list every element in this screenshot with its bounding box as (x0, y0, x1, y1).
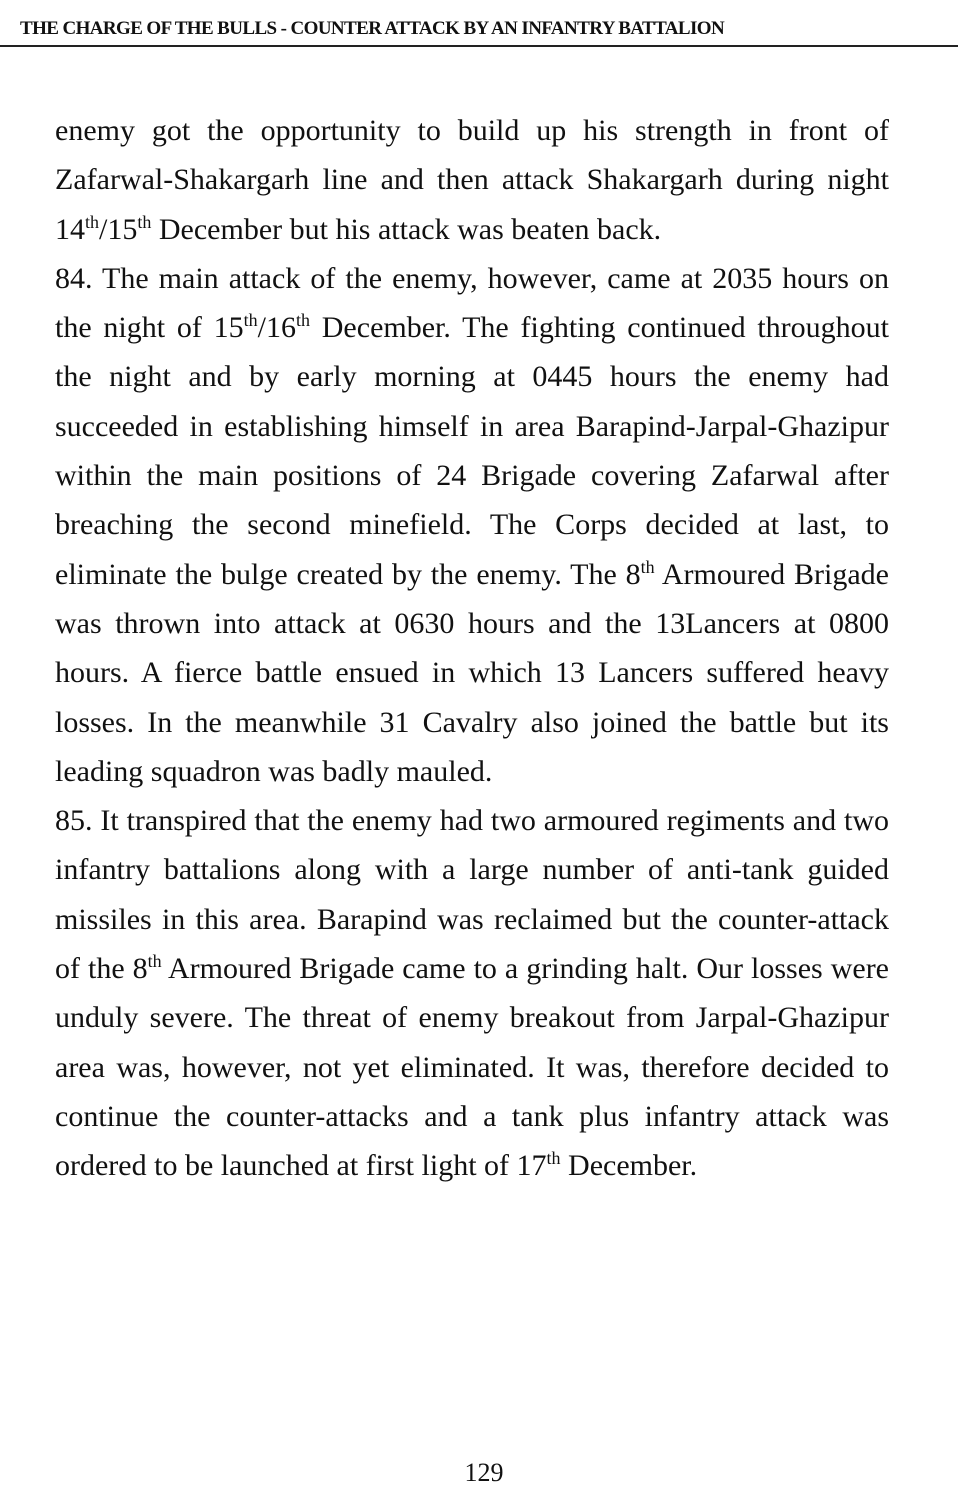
text-segment: 84. The main attack of the enemy, however, came at 2035 hours on the night of 15 (55, 261, 889, 345)
ordinal-suffix: th (85, 211, 100, 232)
header-rule (0, 45, 958, 47)
paragraph-84 (55, 254, 889, 796)
text-segment: Armoured Brigade was thrown into attack at 0630 hours and the 13Lancers at 0800 hours. A fierce battle ensued in which 13 Lancers suffered heavy losses. In the meanwhile 31 Cavalry also joined the battle but its leading squadron was badly mauled. (55, 557, 889, 788)
text-segment: December. (560, 1149, 698, 1183)
running-header-title: THE CHARGE OF THE BULLS - COUNTER ATTACK BY AN INFANTRY BATTALION (20, 18, 725, 39)
ordinal-suffix: th (147, 951, 162, 972)
paragraph-continuation (55, 106, 889, 254)
text-segment: December. The fighting continued throughout the night and by early morning at 0445 hours the enemy had succeeded in establishing himself in area Barapind-Jarpal-Ghazipur within the main positions of 24 Brigade covering Zafarwal after breaching the second minefield. The Corps decided at last, to eliminate the bulge created by the enemy. The 8 (55, 311, 889, 591)
ordinal-suffix: th (640, 556, 655, 577)
body-text (55, 106, 889, 1191)
ordinal-suffix: th (243, 310, 258, 331)
text-segment: enemy got the opportunity to build up his strength in front of Zafarwal-Shakargarh line and then attack Shakargarh during night 14 (55, 114, 889, 246)
paragraph-85 (55, 796, 889, 1190)
text-segment: /16 (257, 311, 296, 345)
text-segment: /15 (99, 212, 138, 246)
ordinal-suffix: th (295, 310, 310, 331)
text-segment: Armoured Brigade came to a grinding halt. Our losses were unduly severe. The threat of enemy breakout from Jarpal-Ghazipur area was, however, not yet eliminated. It was, therefore decided to continue the counter-attacks and a tank plus infantry attack was ordered to be launched at first light of 17 (55, 952, 889, 1183)
page-number: 129 (464, 1458, 504, 1487)
ordinal-suffix: th (546, 1148, 561, 1169)
text-segment: 85. It transpired that the enemy had two armoured regiments and two infantry battalions along with a large number of anti-tank guided missiles in this area. Barapind was reclaimed but the counter-attack of the 8 (55, 804, 889, 986)
ordinal-suffix: th (137, 211, 152, 232)
text-segment: December but his attack was beaten back. (151, 212, 662, 246)
